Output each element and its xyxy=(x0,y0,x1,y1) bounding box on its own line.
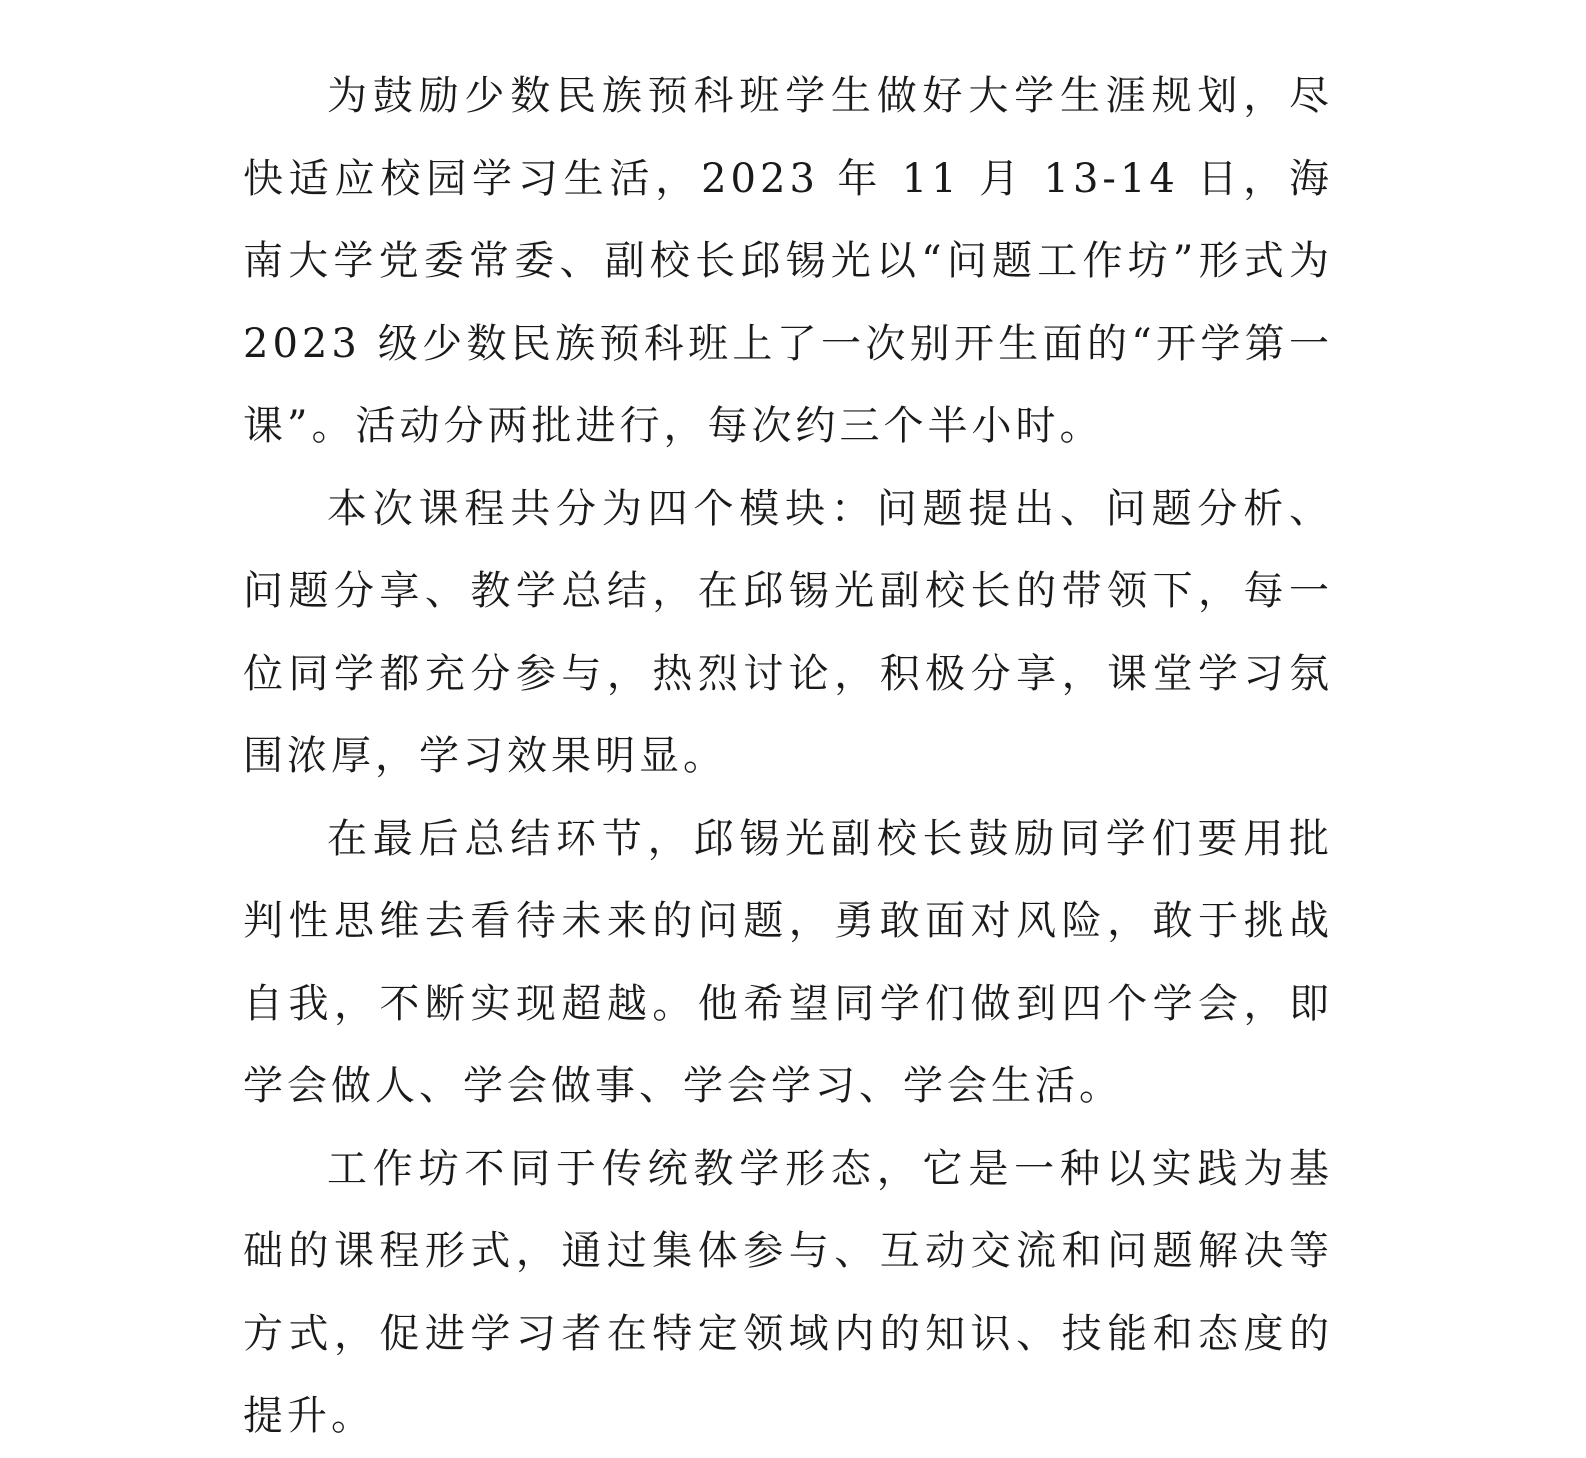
paragraph-intro: 为鼓励少数民族预科班学生做好大学生涯规划，尽快适应校园学习生活，2023 年 11 月 13-14 日，海南大学党委常委、副校长邱锡光以“问题工作坊”形式为 2023 级少数民族预科班上了一次别开生面的“开学第一课”。活动分两批进行，每次约三个半小时。 xyxy=(243,73,1333,449)
paragraph-summary: 在最后总结环节，邱锡光副校长鼓励同学们要用批判性思维去看待未来的问题，勇敢面对风险，敢于挑战自我，不断实现超越。他希望同学们做到四个学会，即学会做人、学会做事、学会学习、学会生活。 xyxy=(243,815,1333,1109)
document-body xyxy=(243,55,1333,1458)
paragraph-modules: 本次课程共分为四个模块：问题提出、问题分析、问题分享、教学总结，在邱锡光副校长的带领下，每一位同学都充分参与，热烈讨论，积极分享，课堂学习氛围浓厚，学习效果明显。 xyxy=(243,485,1333,779)
paragraph-workshop: 工作坊不同于传统教学形态，它是一种以实践为基础的课程形式，通过集体参与、互动交流和问题解决等方式，促进学习者在特定领域内的知识、技能和态度的提升。 xyxy=(243,1145,1333,1439)
